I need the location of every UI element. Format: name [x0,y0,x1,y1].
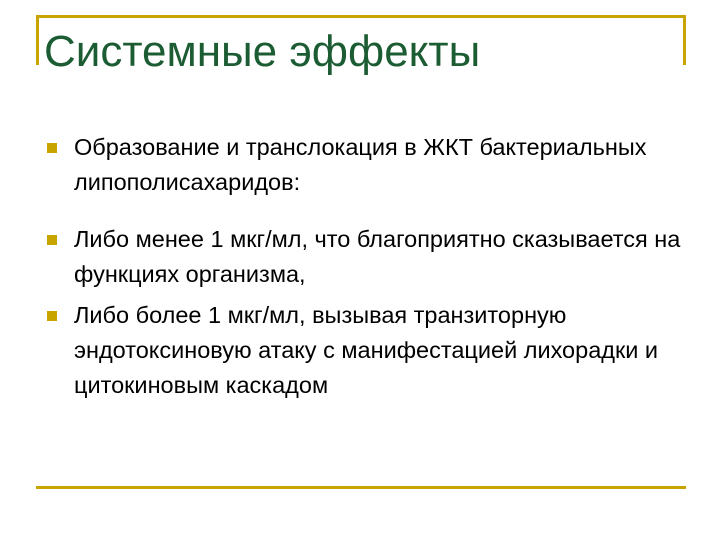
left-border-line [36,15,39,65]
slide-title: Системные эффекты [44,27,481,76]
bullet-list [42,130,682,403]
square-bullet-icon [47,311,57,321]
bullet-item-2 [42,222,682,292]
square-bullet-icon [47,235,57,245]
bullet-text-3: Либо более 1 мкг/мл, вызывая транзиторную эндотоксиновую атаку с манифестацией лихорадки и цитокиновым каскадом [74,302,659,398]
bullet-item-3 [42,298,682,403]
square-bullet-icon [47,143,57,153]
bullet-item-1 [42,130,682,200]
bullet-text-1: Образование и транслокация в ЖКТ бактериальных липополисахаридов: [74,134,647,195]
bottom-border-line [36,486,686,489]
top-border-line [36,15,686,18]
bullet-text-2: Либо менее 1 мкг/мл, что благоприятно сказывается на функциях организма, [74,226,681,287]
right-border-line [683,15,686,65]
